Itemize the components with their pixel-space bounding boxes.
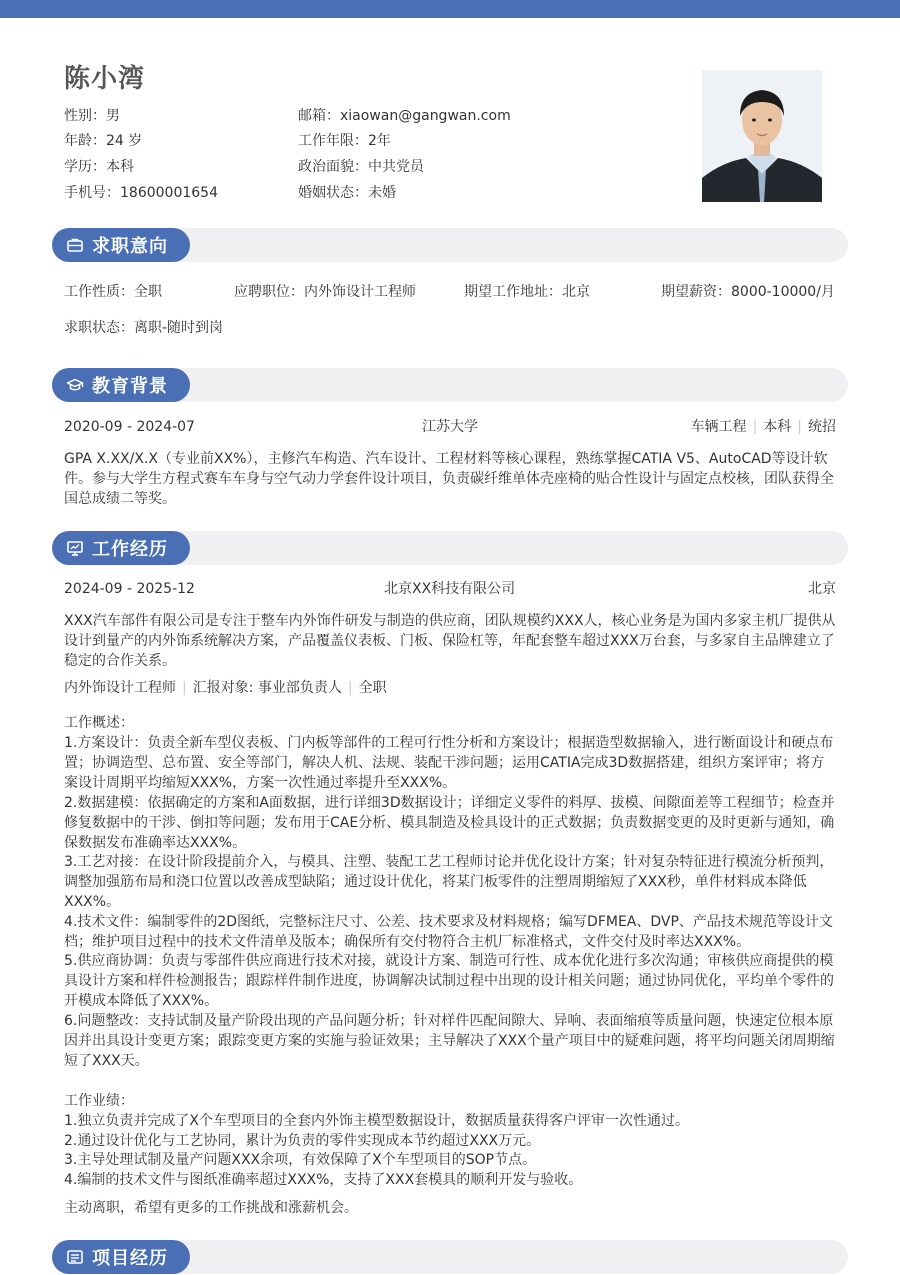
work-item: 5.供应商协调：负责与零部件供应商进行技术对接，就设计方案、制造可行性、成本优化进行多次沟通；审核供应商提供的模具设计方案和样件检测报告；跟踪样件制作进度，协调解决试制过程中出现的设计相关问题；通过协同优化，平均单个零件的开模成本降低了XXX%。 — [64, 953, 834, 1009]
intent-salary — [661, 282, 835, 302]
intent-type-label: 工作性质： — [64, 284, 134, 300]
work-item: 2.数据建模：依据确定的方案和A面数据，进行详细3D数据设计；详细定义零件的料厚、拔模、间隙面差等工程细节；检查并修复数据中的干涉、倒扣等问题；发布用于CAE分析、模具制造及检具设计的正式数据；负责数据变更的及时更新与通知，确保数据发布准确率达XXX%。 — [64, 795, 835, 851]
work-achievement-label: 工作业绩： — [64, 1093, 134, 1109]
leave-reason: 主动离职，希望有更多的工作挑战和涨薪机会。 — [64, 1200, 358, 1216]
work-period: 2024-09 - 2025-12 — [64, 581, 195, 597]
section-header-project — [52, 1240, 848, 1274]
work-title: 内外饰设计工程师 — [64, 680, 176, 696]
achievement-item: 1.独立负责并完成了X个车型项目的全套内外饰主模型数据设计，数据质量获得客户评审一次性通过。 — [64, 1113, 689, 1129]
divider: | — [347, 680, 353, 696]
section-title-project: 项目经历 — [92, 1248, 168, 1269]
person-portrait-icon — [702, 70, 822, 202]
phone-row — [64, 183, 218, 203]
work-item: 4.技术文件：编制零件的2D图纸，完整标注尺寸、公差、技术要求及材料规格；编写DFMEA、DVP、产品技术规范等设计文档；维护项目过程中的技术文件清单及版本；确保所有交付物符合主机厂标准格式，文件交付及时率达XXX%。 — [64, 914, 833, 950]
section-pill-project — [52, 1240, 190, 1274]
work-item: 1.方案设计：负责全新车型仪表板、门内板等部件的工程可行性分析和方案设计；根据造型数据输入，进行断面设计和硬点布置；协调造型、总布置、安全等部门，解决人机、法规、装配干涉问题；运用CATIA完成3D数据搭建，组织方案评审；将方案设计周期平均缩短XXX%，方案一次性通过率提升至XXX%。 — [64, 735, 834, 791]
work-years-label: 工作年限： — [298, 133, 368, 149]
avatar-photo — [702, 70, 822, 202]
age-value: 24 岁 — [106, 133, 143, 149]
politics-value: 中共党员 — [368, 159, 424, 175]
education-label: 学历： — [64, 159, 106, 175]
divider: | — [182, 680, 187, 696]
intent-salary-value: 8000-10000/月 — [731, 284, 835, 300]
intent-type-value: 全职 — [134, 284, 162, 300]
divider: | — [752, 419, 758, 435]
section-header-intent — [52, 228, 848, 262]
work-years-value: 2年 — [368, 133, 391, 149]
work-report: 汇报对象: 事业部负责人 — [192, 680, 342, 696]
section-header-education — [52, 368, 848, 402]
marital-value: 未婚 — [368, 185, 396, 201]
education-school: 江苏大学 — [422, 419, 478, 435]
section-title-work: 工作经历 — [92, 539, 168, 560]
section-pill-intent — [52, 228, 190, 262]
section-header-work — [52, 531, 848, 565]
intent-status-label: 求职状态： — [64, 320, 134, 336]
achievement-item: 3.主导处理试制及量产问题XXX余项，有效保障了X个车型项目的SOP节点。 — [64, 1152, 537, 1168]
marital-row — [298, 183, 396, 203]
email-value: xiaowan@gangwan.com — [340, 108, 511, 124]
education-description: GPA X.XX/X.X（专业前XX%），主修汽车构造、汽车设计、工程材料等核心课程，熟练掌握CATIA V5、AutoCAD等设计软件。参与大学生方程式赛车车身与空气动力学套件设计项目，负责碳纤维单体壳座椅的贴合性设计与固定点校核，团队获得全国总成绩二等奖。 — [64, 451, 834, 507]
marital-label: 婚姻状态： — [298, 185, 368, 201]
briefcase-icon — [66, 236, 84, 254]
intent-salary-label: 期望薪资： — [661, 284, 731, 300]
politics-label: 政治面貌： — [298, 159, 368, 175]
top-accent-bar — [0, 0, 900, 18]
section-pill-work — [52, 531, 190, 565]
work-role-meta — [64, 678, 387, 698]
work-type: 全职 — [358, 680, 387, 696]
work-city: 北京 — [808, 581, 836, 597]
list-icon — [66, 1248, 84, 1266]
section-title-intent: 求职意向 — [92, 236, 168, 257]
divider: | — [797, 419, 802, 435]
phone-value: 18600001654 — [120, 185, 218, 201]
work-item: 6.问题整改：支持试制及量产阶段出现的产品问题分析；针对样件匹配间隙大、异响、表面缩痕等质量问题，快速定位根本原因并出具设计变更方案；跟踪变更方案的实施与验证效果；主导解决了XXX个量产项目中的疑难问题，将平均问题关闭周期缩短了XXX天。 — [64, 1013, 835, 1069]
education-degree: 本科 — [763, 419, 792, 435]
company-description: XXX汽车部件有限公司是专注于整车内外饰件研发与制造的供应商，团队规模约XXX人，核心业务是为国内多家主机厂提供从设计到量产的内外饰系统解决方案，产品覆盖仪表板、门板、保险杠等，年配套整车超过XXX万台套，与多家自主品牌建立了稳定的合作关系。 — [64, 613, 836, 669]
phone-label: 手机号： — [64, 185, 120, 201]
email-label: 邮箱： — [298, 108, 340, 124]
education-mode: 统招 — [808, 419, 836, 435]
gender-value: 男 — [106, 108, 120, 124]
work-item: 3.工艺对接：在设计阶段提前介入，与模具、注塑、装配工艺工程师讨论并优化设计方案；针对复杂特征进行模流分析预判，调整加强筋布局和浇口位置以改善成型缺陷；通过设计优化，将某门板零件的注塑周期缩短了XXX秒，单件材料成本降低XXX%。 — [64, 854, 834, 910]
achievement-item: 2.通过设计优化与工艺协同，累计为负责的零件实现成本节约超过XXX万元。 — [64, 1133, 541, 1149]
candidate-name: 陈小湾 — [64, 64, 146, 94]
education-period: 2020-09 - 2024-07 — [64, 419, 195, 435]
intent-location — [464, 282, 590, 302]
age-label: 年龄： — [64, 133, 106, 149]
intent-status — [64, 318, 223, 338]
education-value: 本科 — [106, 159, 134, 175]
politics-row — [298, 157, 424, 177]
work-company: 北京XX科技有限公司 — [384, 581, 516, 597]
work-years-row — [298, 131, 391, 151]
work-overview-label: 工作概述： — [64, 715, 134, 731]
education-major: 车辆工程 — [690, 419, 747, 435]
intent-type — [64, 282, 162, 302]
achievement-item: 4.编制的技术文件与图纸准确率超过XXX%，支持了XXX套模具的顺利开发与验收。 — [64, 1172, 583, 1188]
education-meta — [691, 417, 836, 437]
graduation-cap-icon — [66, 376, 84, 394]
gender-row — [64, 106, 120, 126]
intent-location-label: 期望工作地址： — [464, 284, 562, 300]
section-pill-education — [52, 368, 190, 402]
intent-position-label: 应聘职位： — [234, 284, 304, 300]
intent-location-value: 北京 — [562, 284, 590, 300]
age-row — [64, 131, 142, 151]
education-row — [64, 157, 134, 177]
intent-position — [234, 282, 416, 302]
intent-status-value: 离职-随时到岗 — [134, 320, 224, 336]
email-row — [298, 106, 511, 126]
section-title-education: 教育背景 — [92, 376, 168, 397]
gender-label: 性别： — [64, 108, 106, 124]
monitor-icon — [66, 539, 84, 557]
intent-position-value: 内外饰设计工程师 — [304, 284, 416, 300]
